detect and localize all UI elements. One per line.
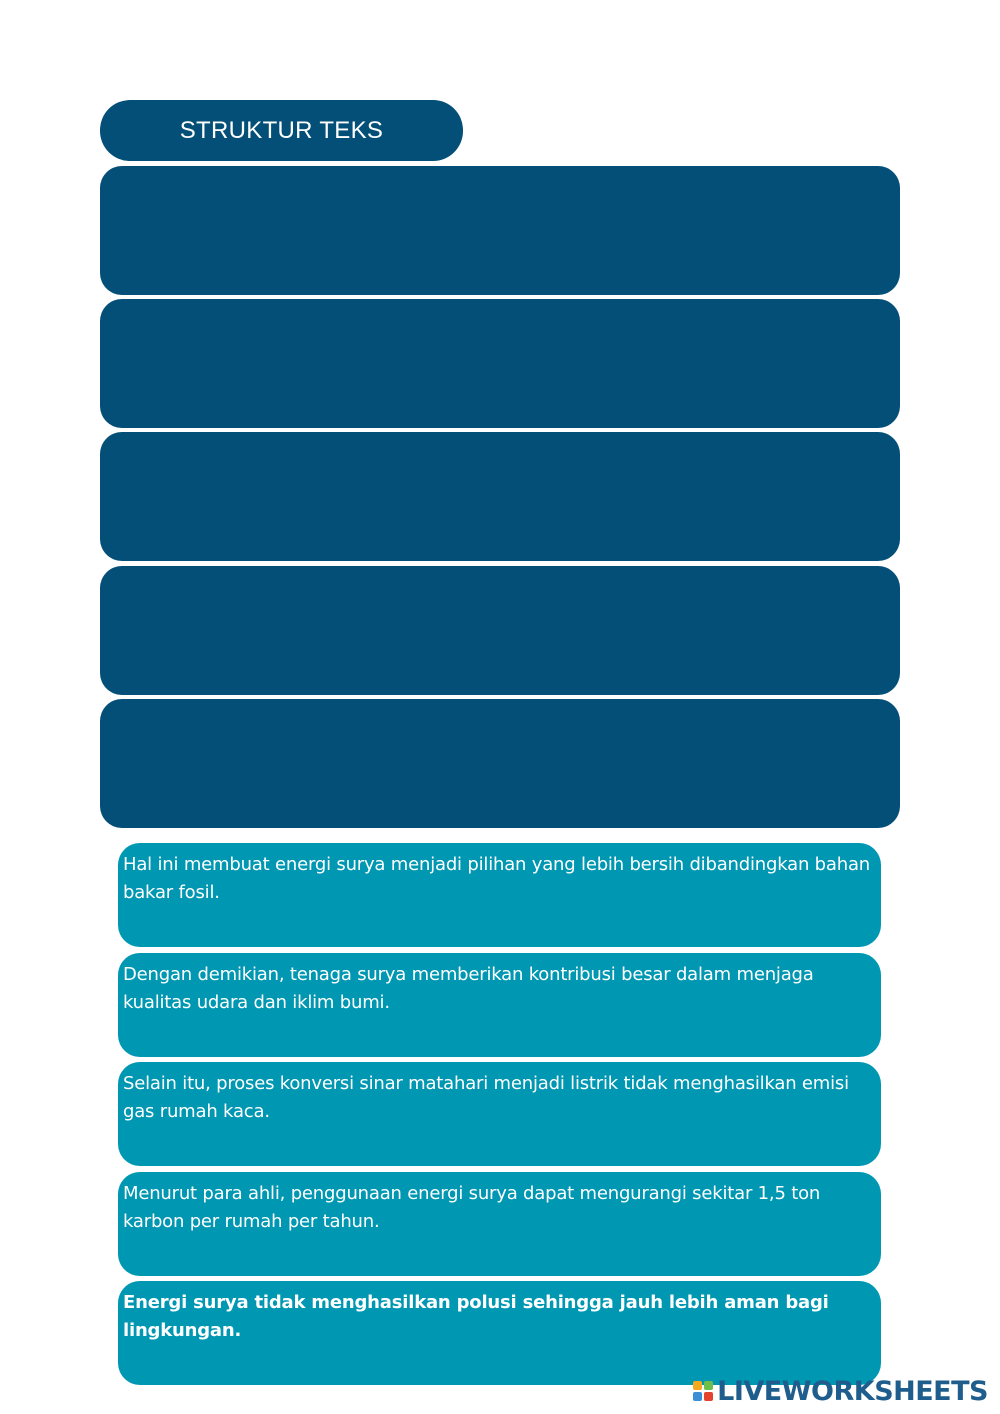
draggable-card-2[interactable] bbox=[118, 953, 881, 1057]
section-title bbox=[100, 100, 463, 161]
draggable-card-4[interactable] bbox=[118, 1172, 881, 1276]
drop-zone-4[interactable] bbox=[100, 566, 900, 695]
logo-text: LIVEWORKSHEETS bbox=[717, 1375, 988, 1407]
drop-zone-5[interactable] bbox=[100, 699, 900, 828]
card-text: Dengan demikian, tenaga surya memberikan kontribusi besar dalam menjaga kualitas udara dan iklim bumi. bbox=[123, 964, 814, 1013]
card-text: Energi surya tidak menghasilkan polusi sehingga jauh lebih aman bagi lingkungan. bbox=[123, 1292, 829, 1341]
liveworksheets-logo-icon bbox=[693, 1381, 713, 1401]
card-text: Selain itu, proses konversi sinar matahari menjadi listrik tidak menghasilkan emisi gas rumah kaca. bbox=[123, 1073, 849, 1122]
drop-zone-1[interactable] bbox=[100, 166, 900, 295]
draggable-card-5[interactable] bbox=[118, 1281, 881, 1385]
card-text: Menurut para ahli, penggunaan energi surya dapat mengurangi sekitar 1,5 ton karbon per rumah per tahun. bbox=[123, 1183, 821, 1232]
liveworksheets-logo bbox=[693, 1376, 988, 1406]
drop-zone-2[interactable] bbox=[100, 299, 900, 428]
draggable-card-3[interactable] bbox=[118, 1062, 881, 1166]
drop-zone-3[interactable] bbox=[100, 432, 900, 561]
section-title-text: STRUKTUR TEKS bbox=[179, 116, 384, 144]
card-text: Hal ini membuat energi surya menjadi pilihan yang lebih bersih dibandingkan bahan bakar fosil. bbox=[123, 854, 870, 903]
draggable-card-1[interactable] bbox=[118, 843, 881, 947]
